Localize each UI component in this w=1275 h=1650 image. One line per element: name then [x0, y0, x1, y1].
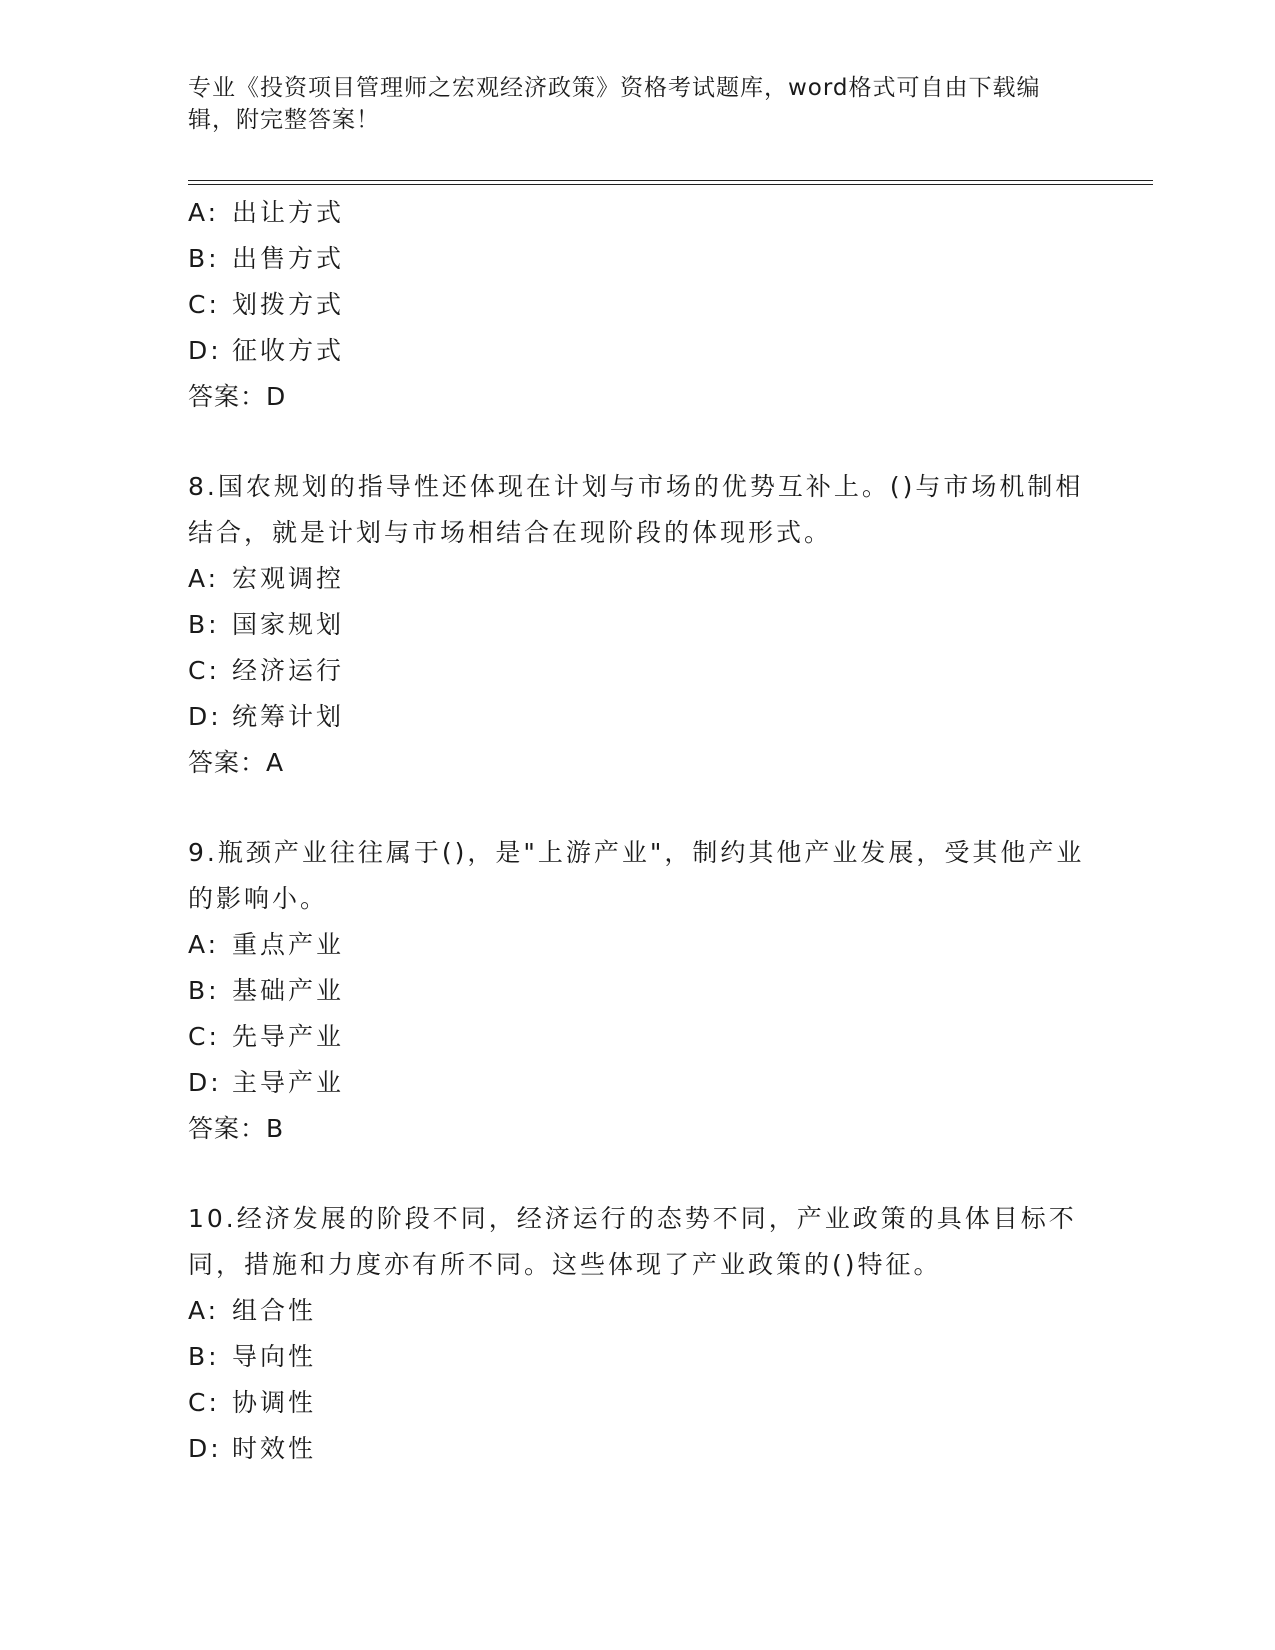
option-a — [188, 190, 1088, 236]
option-letter: C: — [188, 1022, 220, 1051]
option-letter: A: — [188, 198, 220, 227]
option-text: 主导产业 — [232, 1068, 345, 1097]
option-text: 统筹计划 — [232, 702, 345, 731]
question-block — [188, 830, 1088, 1152]
question-list — [188, 190, 1088, 1472]
option-b — [188, 968, 1088, 1014]
option-text: 重点产业 — [232, 930, 345, 959]
document-header: 专业《投资项目管理师之宏观经济政策》资格考试题库，word格式可自由下载编辑，附完整答案！ — [188, 75, 1041, 133]
option-text: 时效性 — [232, 1434, 317, 1463]
option-c — [188, 282, 1088, 328]
option-letter: A: — [188, 564, 220, 593]
option-text: 经济运行 — [232, 656, 345, 685]
option-letter: C: — [188, 1388, 220, 1417]
option-text: 划拨方式 — [232, 290, 345, 319]
option-text: 国家规划 — [232, 610, 345, 639]
question-stem: 9.瓶颈产业往往属于()，是"上游产业"，制约其他产业发展，受其他产业的影响小。 — [188, 838, 1085, 913]
option-a — [188, 556, 1088, 602]
option-letter: A: — [188, 1296, 220, 1325]
option-letter: B: — [188, 610, 220, 639]
question-stem: 10.经济发展的阶段不同，经济运行的态势不同，产业政策的具体目标不同，措施和力度亦有所不同。这些体现了产业政策的()特征。 — [188, 1204, 1077, 1279]
question-stem: 8.国农规划的指导性还体现在计划与市场的优势互补上。()与市场机制相结合，就是计划与市场相结合在现阶段的体现形式。 — [188, 472, 1084, 547]
header-divider — [188, 180, 1153, 185]
option-text: 导向性 — [232, 1342, 317, 1371]
option-text: 基础产业 — [232, 976, 345, 1005]
option-text: 出让方式 — [232, 198, 345, 227]
option-letter: D: — [188, 1068, 222, 1097]
option-letter: B: — [188, 976, 220, 1005]
option-text: 协调性 — [232, 1388, 317, 1417]
question-block — [188, 464, 1088, 786]
option-a — [188, 1288, 1088, 1334]
option-letter: A: — [188, 930, 220, 959]
option-a — [188, 922, 1088, 968]
option-text: 先导产业 — [232, 1022, 345, 1051]
question-block — [188, 190, 1088, 420]
answer-line: 答案：D — [188, 382, 287, 411]
option-d — [188, 1060, 1088, 1106]
option-text: 出售方式 — [232, 244, 345, 273]
option-letter: B: — [188, 244, 220, 273]
option-c — [188, 648, 1088, 694]
option-d — [188, 694, 1088, 740]
answer-line: 答案：A — [188, 748, 285, 777]
option-d — [188, 328, 1088, 374]
answer-line: 答案：B — [188, 1114, 285, 1143]
option-c — [188, 1014, 1088, 1060]
option-text: 征收方式 — [232, 336, 345, 365]
option-letter: C: — [188, 656, 220, 685]
option-b — [188, 602, 1088, 648]
option-text: 组合性 — [232, 1296, 317, 1325]
option-d — [188, 1426, 1088, 1472]
option-letter: D: — [188, 702, 222, 731]
option-letter: B: — [188, 1342, 220, 1371]
option-letter: C: — [188, 290, 220, 319]
option-letter: D: — [188, 336, 222, 365]
option-c — [188, 1380, 1088, 1426]
option-letter: D: — [188, 1434, 222, 1463]
option-b — [188, 1334, 1088, 1380]
option-b — [188, 236, 1088, 282]
option-text: 宏观调控 — [232, 564, 345, 593]
question-block — [188, 1196, 1088, 1472]
